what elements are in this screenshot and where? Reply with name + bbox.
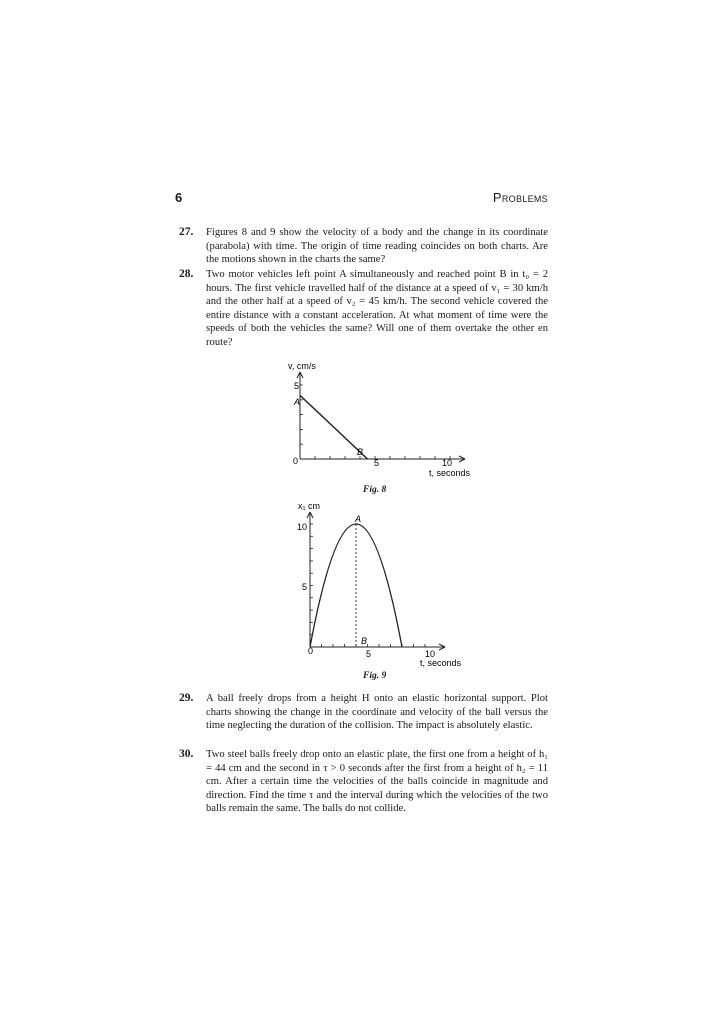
problem-number: 27. [179,226,194,238]
y-axis-label: x₁ cm [298,501,321,511]
running-head: Problems [492,190,548,205]
point-label-b: B [357,447,364,457]
coordinate-chart [280,500,480,670]
y-tick-label: 10 [297,522,308,532]
problem-28 [179,268,548,350]
page-number: 6 [175,190,183,205]
figure-8 [280,360,480,480]
x-tick-label: 5 [366,649,372,659]
point-label-a: A [294,397,301,407]
velocity-chart [280,360,480,480]
problem-29 [179,692,548,733]
point-label-a: A [355,514,362,524]
problem-30 [179,748,548,816]
figure-9-caption: Fig. 9 [363,671,387,681]
problem-text: Figures 8 and 9 show the velocity of a body and the change in its coordinate (parabola) with time. The origin of time reading coincides on both charts. Are the motions shown in the charts the same? [206,227,548,266]
x-axis-label: t, seconds [429,468,471,478]
problem-27 [179,226,548,267]
problem-text: Two steel balls freely drop onto an elastic plate, the first one from a height of h₁ = 44 cm and the second in τ > 0 seconds after the first from a height of h₂ = 11 cm. After a certain time the velocities of the balls coincide in magnitude and direction. Find the time τ and the interval during which the velocities of the two balls remain the same. The balls do not collide. [206,749,548,815]
origin-label: 0 [293,456,299,466]
x-tick-label: 5 [374,458,380,468]
x-tick-label: 10 [425,649,436,659]
x-axis-label: t, seconds [420,658,462,668]
x-tick-label: 10 [442,458,453,468]
y-axis-label: v, cm/s [288,361,316,371]
figure-8-caption: Fig. 8 [363,485,387,495]
point-label-b: B [361,636,368,646]
problem-number: 30. [179,748,194,760]
figure-9 [280,500,480,670]
origin-label: 0 [308,646,314,656]
y-tick-label: 5 [302,582,308,592]
problem-text: A ball freely drops from a height H onto an elastic horizontal support. Plot charts showing the change in the coordinate and velocity of the ball versus the time neglecting the duration of the collision. The impact is absolutely elastic. [206,693,548,732]
y-tick-label: 5 [294,381,300,391]
problem-number: 28. [179,268,194,280]
problem-number: 29. [179,692,194,704]
problem-text: Two motor vehicles left point A simultaneously and reached point B in t₀ = 2 hours. The first vehicle travelled half of the distance at a speed of v₁ = 30 km/h and the other half at a speed of v₂ = 45 km/h. The second vehicle covered the entire distance with a constant acceleration. At what moment of time were the speeds of both the vehicles the same? Will one of them overtake the other en route? [206,269,548,348]
